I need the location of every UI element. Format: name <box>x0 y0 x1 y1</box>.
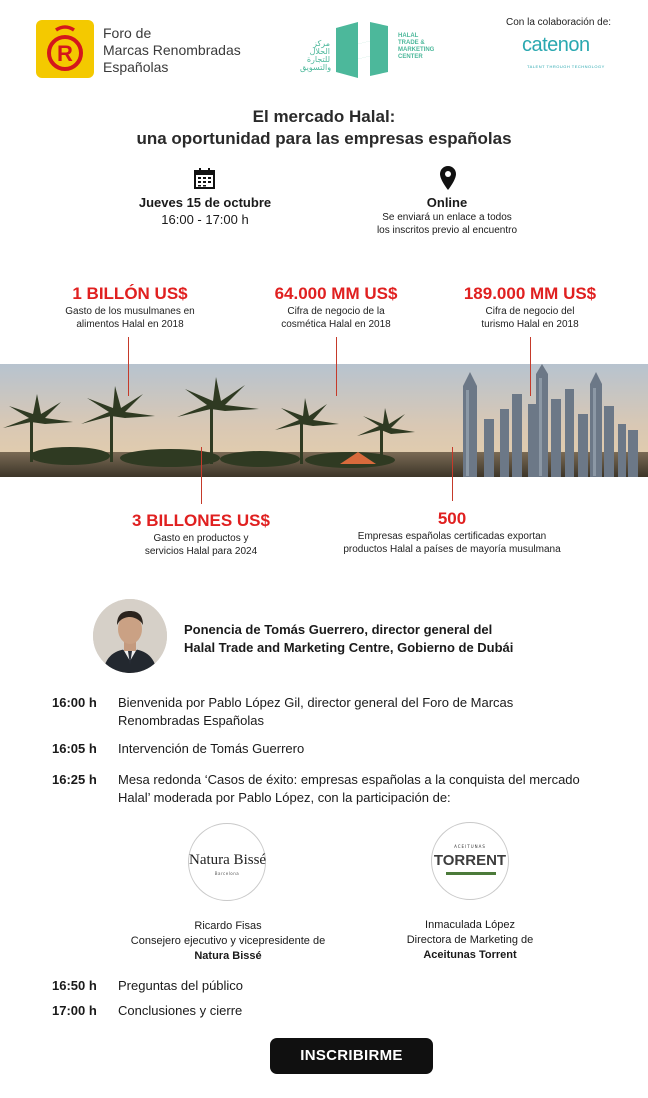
collab-label: Con la colaboración de: <box>506 17 612 28</box>
event-mode: Online <box>426 195 468 210</box>
participant-role: Directora de Marketing de <box>406 934 534 946</box>
page-title <box>0 106 648 150</box>
fmre-logo <box>36 20 94 78</box>
org-name-line1: Foro de <box>103 25 152 41</box>
halal-en-4: CENTER <box>398 54 423 60</box>
event-date <box>105 194 305 228</box>
agenda-time: 16:00 h <box>52 695 97 710</box>
participant-natura <box>98 919 358 964</box>
catenon-tagline: TALENT THROUGH TECHNOLOGY <box>527 64 605 69</box>
agenda-text: Bienvenida por Pablo López Gil, director general del Foro de Marcas Renombradas Españolas <box>118 695 514 728</box>
stat-desc-line2: alimentos Halal en 2018 <box>76 319 184 330</box>
participant-role: Consejero ejecutivo y vicepresidente de <box>130 935 326 947</box>
halal-en-1: HALAL <box>398 33 419 39</box>
agenda-time: 16:25 h <box>52 772 97 787</box>
agenda-time: 16:50 h <box>52 978 97 993</box>
stat-desc-line1: Gasto en productos y <box>153 533 249 544</box>
logo-underline <box>446 872 496 875</box>
connector-line <box>452 447 453 501</box>
stat-desc-line1: Cifra de negocio de la <box>287 306 385 317</box>
event-note-line2: los inscritos previo al encuentro <box>376 225 518 236</box>
stat-desc-line1: Gasto de los musulmanes en <box>65 306 195 317</box>
agenda-text: Intervención de Tomás Guerrero <box>118 741 305 756</box>
event-time: 16:00 - 17:00 h <box>161 212 249 227</box>
agenda-text: Mesa redonda ‘Casos de éxito: empresas españolas a la conquista del mercado Halal’ moderada por Pablo López, con la participación de: <box>118 772 580 805</box>
agenda-time: 16:05 h <box>52 741 97 756</box>
location-pin-icon <box>440 166 456 194</box>
stat-desc-line2: productos Halal a países de mayoría musulmana <box>343 544 561 555</box>
event-date-label: Jueves 15 de octubre <box>138 195 272 210</box>
agenda-text: Preguntas del público <box>118 978 244 993</box>
title-line2: una oportunidad para las empresas españolas <box>136 129 512 148</box>
speaker-line2: Halal Trade and Marketing Centre, Gobierno de Dubái <box>184 640 514 655</box>
halal-arabic-text: مركز الحلال للتجارة والتسويق <box>300 39 332 72</box>
logo-subtext: Barcelona <box>214 871 240 876</box>
event-location <box>347 194 547 237</box>
calendar-icon <box>194 168 215 193</box>
city-skyline-banner <box>0 364 648 477</box>
stat-desc-line1: Cifra de negocio del <box>485 306 575 317</box>
participant-name: Inmaculada López <box>425 919 515 931</box>
stat-desc-line2: cosmética Halal en 2018 <box>281 319 391 330</box>
connector-line <box>336 337 337 396</box>
logo-text: TORRENT <box>433 852 507 869</box>
stat-2024-spend <box>111 510 291 558</box>
catenon-logo: catenon <box>522 34 590 56</box>
halal-english-text <box>398 33 434 61</box>
natura-bisse-logo <box>188 823 266 901</box>
stat-tourism <box>440 283 620 331</box>
org-name <box>103 25 241 76</box>
participant-name: Ricardo Fisas <box>194 920 262 932</box>
agenda-text: Conclusiones y cierre <box>118 1003 243 1018</box>
stat-number: 1 BILLÓN US$ <box>72 284 188 303</box>
event-note-line1: Se enviará un enlace a todos <box>382 212 512 223</box>
stat-cosmetics <box>246 283 426 331</box>
stat-number: 189.000 MM US$ <box>463 284 597 303</box>
stat-number: 500 <box>437 509 467 528</box>
stat-desc-line2: servicios Halal para 2024 <box>144 546 258 557</box>
agenda-time: 17:00 h <box>52 1003 97 1018</box>
logo-subtext: ACEITUNAS <box>454 844 486 849</box>
aceitunas-torrent-logo <box>431 822 509 900</box>
stat-food-spend <box>40 283 220 331</box>
org-name-line2: Marcas Renombradas <box>103 42 241 58</box>
org-name-line3: Españolas <box>103 59 169 75</box>
participant-company: Natura Bissé <box>194 950 262 962</box>
connector-line <box>530 337 531 396</box>
stat-number: 64.000 MM US$ <box>274 284 398 303</box>
header <box>0 0 648 96</box>
halal-en-3: MARKETING <box>398 47 435 53</box>
participant-company: Aceitunas Torrent <box>423 949 517 961</box>
connector-line <box>128 337 129 396</box>
speaker-avatar <box>93 599 167 673</box>
speaker-intro <box>184 621 513 657</box>
stat-desc-line2: turismo Halal en 2018 <box>481 319 579 330</box>
title-line1: El mercado Halal: <box>252 107 396 126</box>
connector-line <box>201 447 202 504</box>
stat-exporters <box>318 508 586 556</box>
register-button[interactable]: INSCRIBIRME <box>270 1038 433 1074</box>
stat-number: 3 BILLONES US$ <box>132 511 270 530</box>
participant-torrent <box>360 918 580 963</box>
speaker-line1: Ponencia de Tomás Guerrero, director general del <box>184 622 493 637</box>
logo-text: Natura Bissé <box>189 852 267 868</box>
stat-desc-line1: Empresas españolas certificadas exportan <box>357 531 547 542</box>
halal-en-2: TRADE & <box>398 40 425 46</box>
svg-text:R: R <box>57 41 73 66</box>
